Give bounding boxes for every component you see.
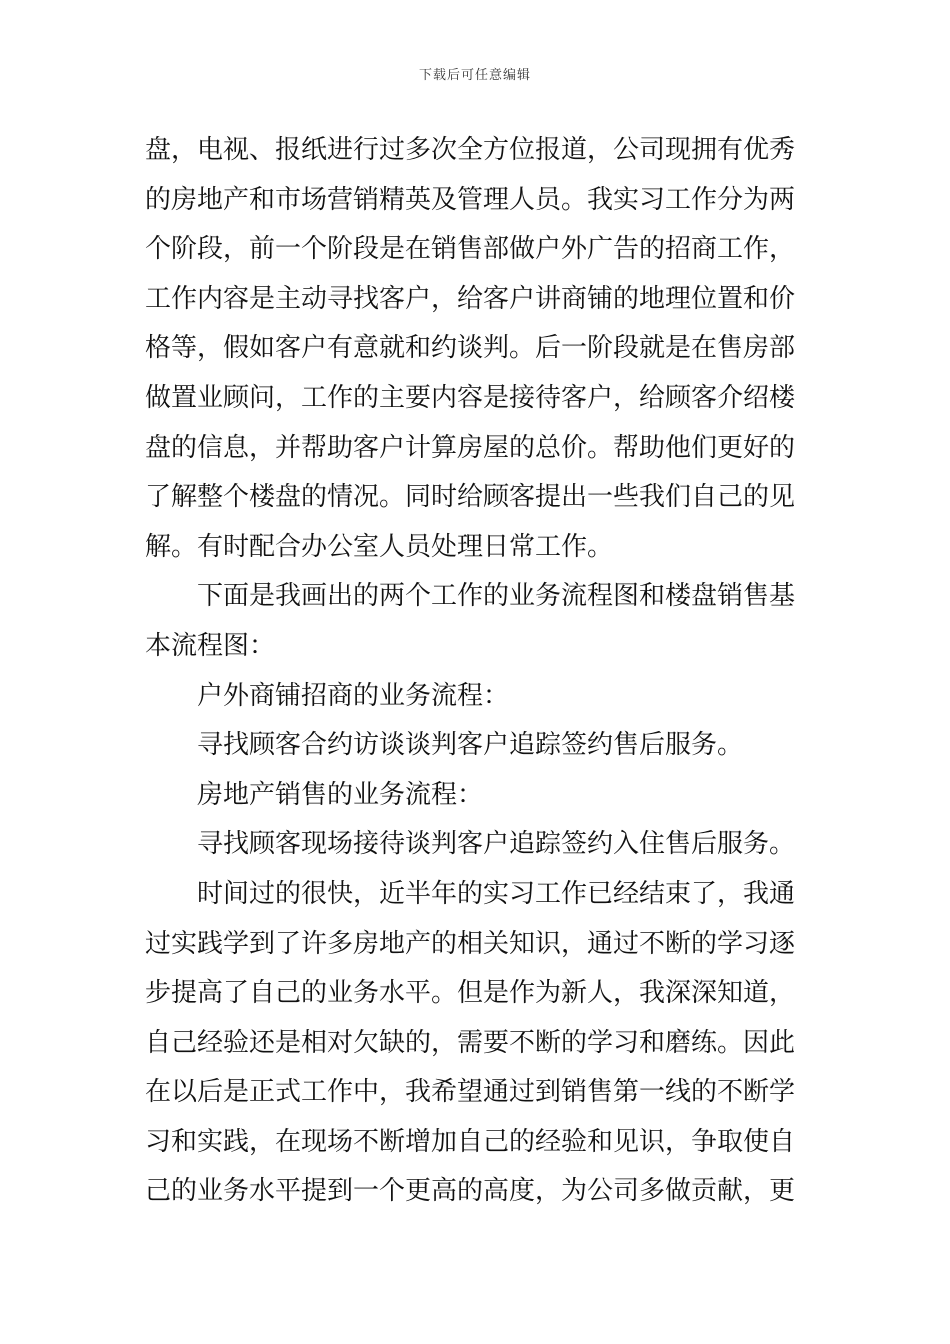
text-line: 盘的信息，并帮助客户计算房屋的总价。帮助他们更好的 [145, 432, 796, 463]
text-line: 步提高了自己的业务水平。但是作为新人，我深深知道， [145, 978, 796, 1009]
flow-heading-real-estate: 房地产销售的业务流程： [197, 779, 484, 810]
text-line: 盘，电视、报纸进行过多次全方位报道，公司现拥有优秀 [145, 135, 796, 165]
text-line: 解。有时配合办公室人员处理日常工作。 [145, 531, 614, 562]
text-line: 在以后是正式工作中，我希望通过到销售第一线的不断学 [145, 1077, 796, 1108]
text-line: 格等，假如客户有意就和约谈判。后一阶段就是在售房部 [145, 333, 796, 364]
text-line: 过实践学到了许多房地产的相关知识，通过不断的学习逐 [145, 928, 796, 959]
text-line: 习和实践，在现场不断增加自己的经验和见识，争取使自 [145, 1126, 796, 1157]
text-line: 个阶段，前一个阶段是在销售部做户外广告的招商工作， [145, 234, 796, 265]
text-line: 本流程图： [145, 630, 276, 661]
flow-steps-real-estate: 寻找顾客现场接待谈判客户追踪签约入住售后服务。 [197, 829, 796, 860]
text-line: 的房地产和市场营销精英及管理人员。我实习工作分为两 [145, 184, 796, 215]
text-line: 了解整个楼盘的情况。同时给顾客提出一些我们自己的见 [145, 482, 796, 513]
paragraph-start-line: 时间过的很快，近半年的实习工作已经结束了，我通 [197, 878, 796, 909]
page-header-note: 下载后可任意编辑 [418, 68, 531, 83]
document-body [145, 126, 807, 1217]
flow-steps-outdoor-shop: 寻找顾客合约访谈谈判客户追踪签约售后服务。 [197, 730, 744, 761]
text-line: 做置业顾问，工作的主要内容是接待客户，给顾客介绍楼 [145, 382, 796, 413]
text-line: 自己经验还是相对欠缺的，需要不断的学习和磨练。因此 [145, 1027, 796, 1058]
text-line: 己的业务水平提到一个更高的高度，为公司多做贡献，更 [145, 1176, 796, 1207]
paragraph-start-line: 下面是我画出的两个工作的业务流程图和楼盘销售基 [197, 581, 796, 612]
flow-heading-outdoor-shop: 户外商铺招商的业务流程： [197, 680, 510, 711]
text-line: 工作内容是主动寻找客户，给客户讲商铺的地理位置和价 [145, 283, 796, 314]
